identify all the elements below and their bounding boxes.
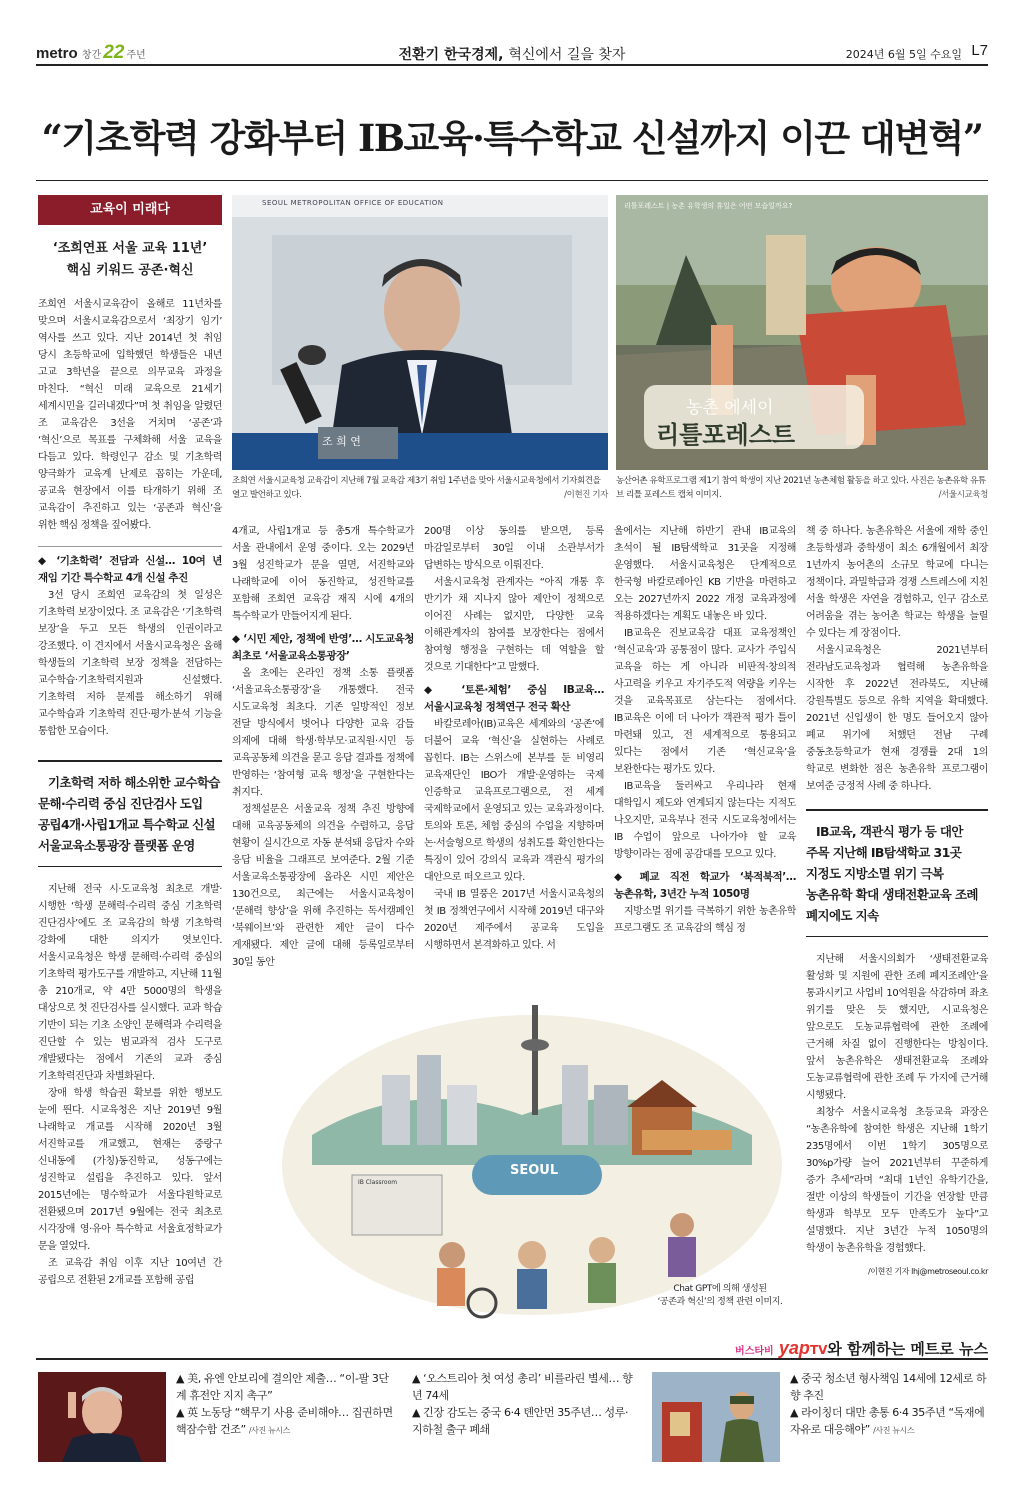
page-number: L7 xyxy=(971,42,988,59)
paragraph: IB교육을 둘러싸고 우리나라 현재 대학입시 제도와 연계되지 않는다는 지적도 나오지만, 교육부나 전국 시도교육청에서는 IB 수업이 앞으로 나아가야 할 교육 방향이라는 점에 공감대를 모으고 있다. xyxy=(614,781,796,860)
photo-superintendent xyxy=(232,195,608,470)
photo2-caption xyxy=(616,474,988,502)
photo1-caption-text: 조희연 서울시교육청 교육감이 지난해 7월 교육감 제3기 취임 1주년을 맞아 서울시교육청에서 기자회견을 열고 발언하고 있다. xyxy=(232,476,601,500)
yap-logo: yap xyxy=(778,1338,810,1358)
illustration-caption-line-1: Chat GPT에 의해 생성된 xyxy=(673,1284,767,1294)
series-tag: 교육이 미래다 xyxy=(38,195,222,225)
paragraph: 바칼로레아(IB)교육은 세계와의 ‘공존’에 더불어 교육 ‘혁신’을 실현하는 사례로 꼽힌다. IB는 스위스에 본부를 둔 비영리 교육재단인 IBO가 개발·운영하는 국제 인증학교 교육프로그램으로, 전 세계 국제학교에서 운영되고 있는 교육과정이다. 토의와 토론, 체험 중심의 수업을 지향하며 논·서술형으로 학생의 성취도를 확인한다는 특징이 있어 강의식 교육과 객관식 평가의 대안으로 떠오르고 있다. xyxy=(424,719,604,883)
pullquote-rule-bottom xyxy=(38,866,222,867)
section-title-bold: 전환기 한국경제, xyxy=(398,47,504,63)
subhead-3: ◆ ‘토론·체험’ 중심 IB교육… 서울시교육청 정책연구 전국 확산 xyxy=(424,684,604,713)
subhead-4: ◆ 폐교 직전 학교가 ‘북적북적’… 농촌유학, 3년간 누적 1050명 xyxy=(614,871,796,900)
superintendent-image xyxy=(232,195,608,470)
logo-text: metro xyxy=(36,45,78,62)
column-5 xyxy=(806,523,988,1280)
section-title-rest: 혁신에서 길을 찾자 xyxy=(508,47,626,63)
overlay-title-1: 농촌 에세이 xyxy=(686,398,774,418)
intro-paragraph: 조희연 서울시교육감이 올해로 11년차를 맞으며 서울시교육감으로서 ‘최장기 임기’ 역사를 쓰고 있다. 지난 2014년 첫 취임 당시 초등학교에 입학했던 학생들은 내년 고교 3학년을 끝으로 의무교육 과정을 마친다. “혁신 미래 교육으로 21세기 세계시민을 길러내겠다”며 첫 취임을 알렸던 조 교육감은 3선을 거치며 ‘공존’과 ‘혁신’으로 목표를 구체화해 서울 교육을 다듬고 있다. 학령인구 감소 및 기초학력 양극화가 교육계 난제로 꼽히는 가운데, 공교육 현장에서 이를 타개하기 위해 조 교육감이 추진하고 있는 ‘공존과 혁신’을 위한 핵심 정책을 짚어봤다. xyxy=(38,299,222,531)
tiananmen-image xyxy=(652,1372,780,1462)
paragraph: IB교육은 진보교육감 대표 교육정책인 ‘혁신교육’과 공통점이 많다. 교사가 주입식 교육을 하는 게 아니라 비판적·창의적 사고력을 키우고 자기주도적 역량을 키우는 것을 교육목표로 삼는다는 점에서다. IB교육은 이에 더 나아가 객관적 평가 틀이 마련돼 있고, 전 세계적으로 통용되고 있다는 점에서 기존 ‘혁신교육’을 보완한다는 평가도 있다. xyxy=(614,628,796,775)
news-left xyxy=(176,1370,398,1439)
photo-rural-students xyxy=(616,195,988,470)
banner-rest: 와 함께하는 메트로 뉴스 xyxy=(827,1340,988,1358)
paragraph: 3선 당시 조희연 교육감의 첫 일성은 기초학력 보장이었다. 조 교육감은 ‘기초학력 보장’을 두고 모든 학생의 인권이라고 강조했다. 이 견지에서 서울시교육청은 올해 학생들의 기초학력 보장 정책을 전담하는 교수학습·기초학력지원과 신설했다. 기초학력 저하 문제를 해소하기 위해 교수학습과 기초학력 진단·평가·분석 기능을 통합한 모습이다. xyxy=(38,590,222,737)
pullquote2-rule-top xyxy=(806,809,988,811)
illustration-caption xyxy=(640,1283,800,1309)
paragraph: 조 교육감 취임 이후 지난 10여년 간 공립으로 전환된 2개교를 포함해 공립 xyxy=(38,1258,222,1286)
politician-image xyxy=(38,1372,166,1462)
news-item[interactable]: ▲ 美, 유엔 안보리에 결의안 제출… “이-팔 3단계 휴전안 지지 촉구” xyxy=(176,1372,389,1402)
banner-bustabi: 버스타비 xyxy=(735,1346,774,1357)
paragraph: 올 초에는 온라인 정책 소통 플랫폼 ‘서울교육소통광장’을 개통했다. 전국 시도교육청 최초다. 기존 일방적인 정보 전달 방식에서 벗어나 다양한 교육 감들 의제에 대해 학생·학부모·교직원·시민 등 교육공동체 의견을 묻고 응답 결과를 정책에 반영하는 ‘참여형 교육 행정’을 구현한다는 취지다. xyxy=(232,668,414,798)
illustration-caption-line-2: ‘공존과 혁신’의 정책 관련 이미지. xyxy=(657,1297,783,1307)
news-right xyxy=(790,1370,988,1439)
banner-title xyxy=(735,1338,988,1359)
paragraph: 서울시교육청은 2021년부터 전라남도교육청과 협력해 농촌유학을 시작한 후 2022년 전라북도, 지난해 강원특별도 등으로 유학 지역을 확대했다. 2021년 신입생이 한 명도 들어오지 않아 폐교 위기에 처했던 전남 구례 중동초등학교가 현재 경쟁률 2대 1의 학교로 변화한 점은 농촌유학 프로그램이 보여준 긍정적 사례 중 하나다. xyxy=(806,645,988,792)
illustration-coexistence xyxy=(232,985,798,1325)
pullquote2-rule-bottom xyxy=(806,936,988,937)
pullquote-1: 기초학력 저하 해소위한 교수학습 문해·수리력 중심 진단검사 도입 공립4개·사립1개교 특수학교 신설 서울교육소통광장 플랫폼 운영 xyxy=(38,775,220,853)
news-photo-left xyxy=(38,1372,166,1462)
headline-rule xyxy=(36,180,988,181)
news-mid xyxy=(412,1370,634,1438)
paragraph: 최창수 서울시교육청 초등교육 과장은 “농촌유학에 참여한 학생은 지난해 1학기 235명에서 이번 1학기 305명으로 30%p가량 늘어 2021년부터 꾸준하게 증가 추세”라며 “최대 1년인 유학기간을, 절반 이상의 학생들이 기간을 연장할 만큼 학생과 학부모 모두 만족도가 높다”고 설명했다. 지난 3년간 누적 1050명의 학생이 농촌유학을 경험했다. xyxy=(806,1107,988,1254)
anniv-pre: 창간 xyxy=(81,50,102,61)
paragraph: 책 중 하나다. 농촌유학은 서울에 재학 중인 초등학생과 중학생이 최소 6개월에서 최장 1년까지 농어촌의 소규모 학교에 다니는 정책이다. 과밀학급과 경쟁 스트레스에 지친 서울 학생은 자연을 경험하고, 인구 감소로 어려움을 겪는 농어촌 학교는 학생을 늘릴 수 있다는 게 장점이다. xyxy=(806,526,988,639)
news-source: /사진 뉴시스 xyxy=(248,1426,290,1435)
kicker-line-2: 핵심 키워드 공존·혁신 xyxy=(66,263,194,278)
photo-banner-text: SEOUL METROPOLITAN OFFICE OF EDUCATION xyxy=(262,199,444,207)
metro-news-banner xyxy=(36,1338,988,1360)
photo1-credit: /이현진 기자 xyxy=(564,490,608,500)
illustration-board: IB Classroom xyxy=(358,1179,398,1186)
issue-date: 2024년 6월 5일 수요일 xyxy=(845,48,962,61)
anniv-number: 22 xyxy=(103,42,125,63)
news-item[interactable]: ▲ 긴장 감도는 중국 6·4 톈안먼 35주년… 성루·지하철 출구 폐쇄 xyxy=(412,1406,629,1436)
anniv-post: 주년 xyxy=(126,50,146,61)
news-source: /사진 뉴시스 xyxy=(873,1426,915,1435)
seoul-illustration xyxy=(232,985,798,1325)
kicker-line-1: ‘조희연표 서울 교육 11년’ xyxy=(52,241,208,256)
paragraph: 지방소멸 위기를 극복하기 위한 농촌유학 프로그램도 조 교육감의 핵심 정 xyxy=(614,906,796,934)
paragraph: 국내 IB 열풍은 2017년 서울시교육청의 첫 IB 정책연구에서 시작해 2019년 대구와 2020년 제주에서 공교육 도입을 시행하면서 본격화하고 있다. 서 xyxy=(424,889,604,951)
kicker xyxy=(38,238,222,282)
pullquote-2: IB교육, 객관식 평가 등 대안 주목 지난해 IB탐색학교 31곳 지정도 지방소멸 위기 극복 농촌유학 확대 생태전환교육 조례 폐지에도 지속 xyxy=(806,824,978,923)
page-header xyxy=(36,40,988,66)
photo1-caption xyxy=(232,474,608,502)
paragraph: 4개교, 사립1개교 등 총5개 특수학교가 서울 관내에서 운영 중이다. 오는 2029년 3월 성진학교가 문을 열면, 서진학교와 나래학교에 이어 동진학교, 성진학교를 포함해 조희연 교육감 재직 시에 4개의 특수학교가 만들어지게 된다. xyxy=(232,526,414,622)
banner-tv: TV xyxy=(809,1343,828,1357)
subhead-2: ◆ ‘시민 제안, 정책에 반영’… 시도교육청 최초로 ‘서울교육소통광장’ xyxy=(232,633,414,662)
headline: “기초학력 강화부터 IB교육·특수학교 신설까지 이끈 대변혁” xyxy=(41,116,983,160)
paragraph: 200명 이상 동의를 받으면, 등록 마감일로부터 30일 이내 소관부서가 답변하는 방식으로 이뤄진다. xyxy=(424,526,604,571)
subhead-1: ◆ ‘기초학력’ 전담과 신설… 10여 년 재임 기간 특수학교 4개 신설 추진 xyxy=(38,555,222,584)
news-item-with-src xyxy=(176,1404,398,1439)
column-2 xyxy=(232,523,414,971)
column-3 xyxy=(424,523,604,954)
paragraph: 서울시교육청 관계자는 “아직 개통 후 반기가 채 지나지 않아 제안이 정책으로 이어진 사례는 없지만, 다양한 교육 이해관계자의 참여를 보장한다는 점에서 참여형 행정을 구현하는 데 역할을 할 것으로 기대한다”고 말했다. xyxy=(424,577,604,673)
news-item[interactable]: ▲ 중국 청소년 형사책임 14세에 12세로 하향 추진 xyxy=(790,1372,987,1402)
paragraph: 정책설문은 서울교육 정책 추진 방향에 대해 교육공동체의 의견을 수렴하고, 응답 현황이 실시간으로 자동 분석돼 응답자 수와 응답 비율을 그래프로 보여준다. 2월 기준 서울교육소통광장에 올라온 시민 제안은 130건으로, 최근에는 서울시교육청이 ‘문해력 향상’을 위해 추진하는 독서캠페인 ‘북웨이브’와 관련한 제안 글이 다수 게재됐다. 제안 글에 대해 등록일로부터 30일 동안 xyxy=(232,804,414,968)
photo2-credit: /서울시교육청 xyxy=(938,490,988,500)
pullquote-rule-top xyxy=(38,760,222,762)
nameplate: 조 희 연 xyxy=(322,435,361,448)
byline: /이현진 기자 lhj@metroseoul.co.kr xyxy=(867,1267,988,1276)
column-4 xyxy=(614,523,796,937)
news-item-with-src xyxy=(790,1404,988,1439)
paragraph: 울에서는 지난해 하반기 관내 IB교육의 초석이 될 IB탐색학교 31곳을 지정해 운영했다. 서울시교육청은 단계적으로 한국형 바칼로레아인 KB 기반을 마련하고 오는 2027년까지 2022 개정 교육과정에 적용하겠다는 계획도 내놓은 바 있다. xyxy=(614,526,796,622)
paragraph: 지난해 서울시의회가 ‘생태전환교육 활성화 및 지원에 관한 조례 폐지조례안’을 통과시키고 사업비 10억원을 삭감하며 좌초 위기를 맞은 듯 했지만, 시교육청은 앞으로도 도농교류협력에 관한 조례에 근거해 차질 없이 진행한다는 방침이다. 앞서 농촌유학은 생태전환교육 조례와 도농교류협력에 관한 조례 두 가지에 근거해 시행됐다. xyxy=(806,954,988,1101)
intro-divider xyxy=(38,546,222,547)
paragraph: 지난해 전국 시·도교육청 최초로 개발·시행한 ‘학생 문해력·수리력 중심 기초학력 진단검사’에도 조 교육감의 학생 기초학력 강화에 대한 의지가 엿보인다. 서울시교육청은 학생 문해력·수리력 중심의 기초학력 평가도구를 개발하고, 지난해 11월 총 210개교, 약 4만 5000명의 학생을 대상으로 첫 진단검사를 실시했다. 교과 학습 기반이 되는 기초 소양인 문해력과 수리력을 진단할 수 있는 범교과적 검사 도구로 개발됐다는 점에서 기존의 교과 중심 기초학력진단과 차별화된다. xyxy=(38,884,222,1082)
photo2-caption-text: 농산어촌 유학프로그램 제1기 참여 학생이 지난 2021년 농촌체험 활동을 하고 있다. 사진은 농촌유학 유튜브 리틀 포레스트 캡쳐 이미지. xyxy=(616,476,986,500)
news-item[interactable]: ▲ 英 노동당 “핵무기 사용 준비해야… 집권하면 핵잠수함 건조” xyxy=(176,1406,393,1436)
news-item[interactable]: ▲ ‘오스트리아 첫 여성 총리’ 비를라린 별세… 향년 74세 xyxy=(412,1372,633,1402)
illustration-sign: SEOUL xyxy=(510,1163,559,1178)
overlay-title-2: 리틀포레스트 xyxy=(656,420,796,449)
news-item[interactable]: ▲ 라이칭더 대만 총통 6·4 35주년 “독재에 자유로 대응해야” xyxy=(790,1406,985,1436)
paragraph: 장애 학생 학습권 확보를 위한 행보도 눈에 띈다. 시교육청은 지난 2019년 9월 나래학교 개교를 시작해 2020년 3월 서진학교를 개교했고, 현재는 중랑구 신내동에 (가칭)동진학교, 성동구에는 성진학교 설립을 추진하고 있다. 앞서 2015년에는 명수학교가 서울다원학교로 전환됐으며 2017년 9월에는 전국 최초로 시각장애 영·유아 특수학교 서울효정학교가 문을 열었다. xyxy=(38,1088,222,1252)
news-photo-right xyxy=(652,1372,780,1462)
column-1 xyxy=(38,296,222,1289)
photo2-top-text: 리틀포레스트 | 농촌 유학생의 휴일은 어떤 모습일까요? xyxy=(624,202,793,210)
